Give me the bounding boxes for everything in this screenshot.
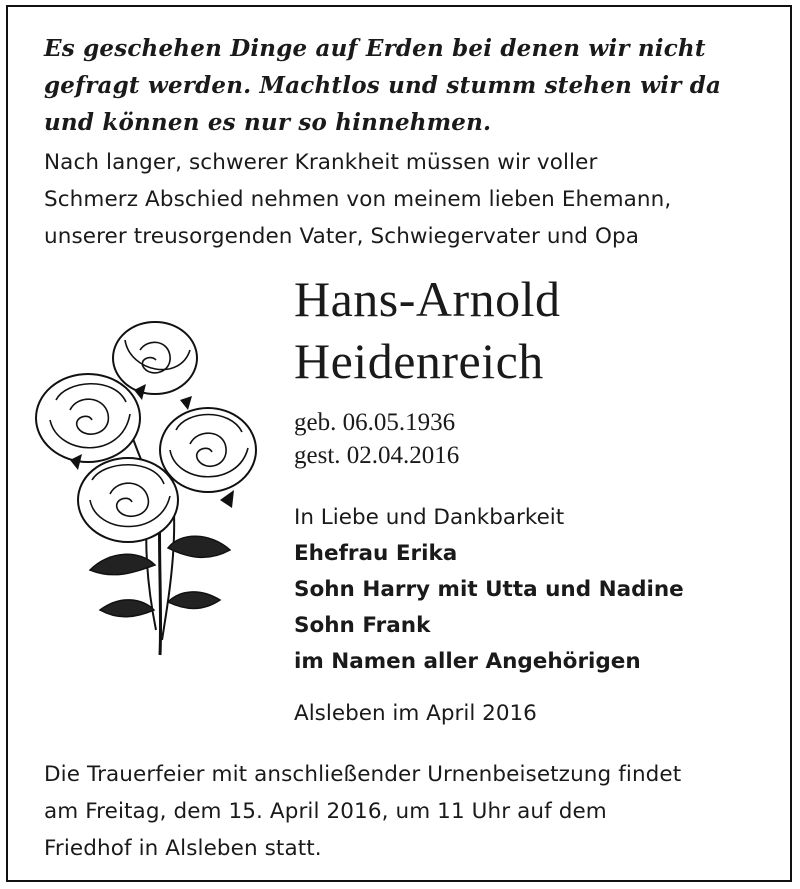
intro-line: unserer treusorgenden Vater, Schwiegervater und Opa bbox=[44, 224, 640, 249]
signatories bbox=[294, 500, 684, 680]
deceased-name bbox=[294, 268, 561, 392]
funeral-info bbox=[44, 756, 681, 867]
intro-line: Schmerz Abschied nehmen von meinem lieben Ehemann, bbox=[44, 187, 672, 212]
quote-text bbox=[44, 30, 721, 141]
birth-date: geb. 06.05.1936 bbox=[294, 409, 456, 436]
funeral-info-line: am Freitag, dem 15. April 2016, um 11 Uhr auf dem bbox=[44, 799, 607, 824]
intro-line: Nach langer, schwerer Krankheit müssen wir voller bbox=[44, 150, 598, 175]
quote-line: und können es nur so hinnehmen. bbox=[44, 109, 492, 136]
funeral-info-line: Friedhof in Alsleben statt. bbox=[44, 836, 322, 861]
signatory: Sohn Harry mit Utta und Nadine bbox=[294, 577, 684, 602]
funeral-info-line: Die Trauerfeier mit anschließender Urnenbeisetzung findet bbox=[44, 762, 682, 787]
deceased-last-name: Heidenreich bbox=[294, 333, 544, 389]
signatories-intro: In Liebe und Dankbarkeit bbox=[294, 505, 565, 530]
death-date: gest. 02.04.2016 bbox=[294, 442, 460, 469]
deceased-first-name: Hans-Arnold bbox=[294, 271, 561, 327]
roses-icon bbox=[30, 310, 270, 662]
life-dates bbox=[294, 406, 459, 472]
signatory: Sohn Frank bbox=[294, 613, 431, 638]
signatory: Ehefrau Erika bbox=[294, 541, 458, 566]
intro-text bbox=[44, 144, 671, 255]
quote-line: Es geschehen Dinge auf Erden bei denen wir nicht bbox=[44, 35, 706, 62]
place-date: Alsleben im April 2016 bbox=[294, 701, 537, 726]
signatory: im Namen aller Angehörigen bbox=[294, 649, 641, 674]
quote-line: gefragt werden. Machtlos und stumm stehen wir da bbox=[44, 72, 722, 99]
